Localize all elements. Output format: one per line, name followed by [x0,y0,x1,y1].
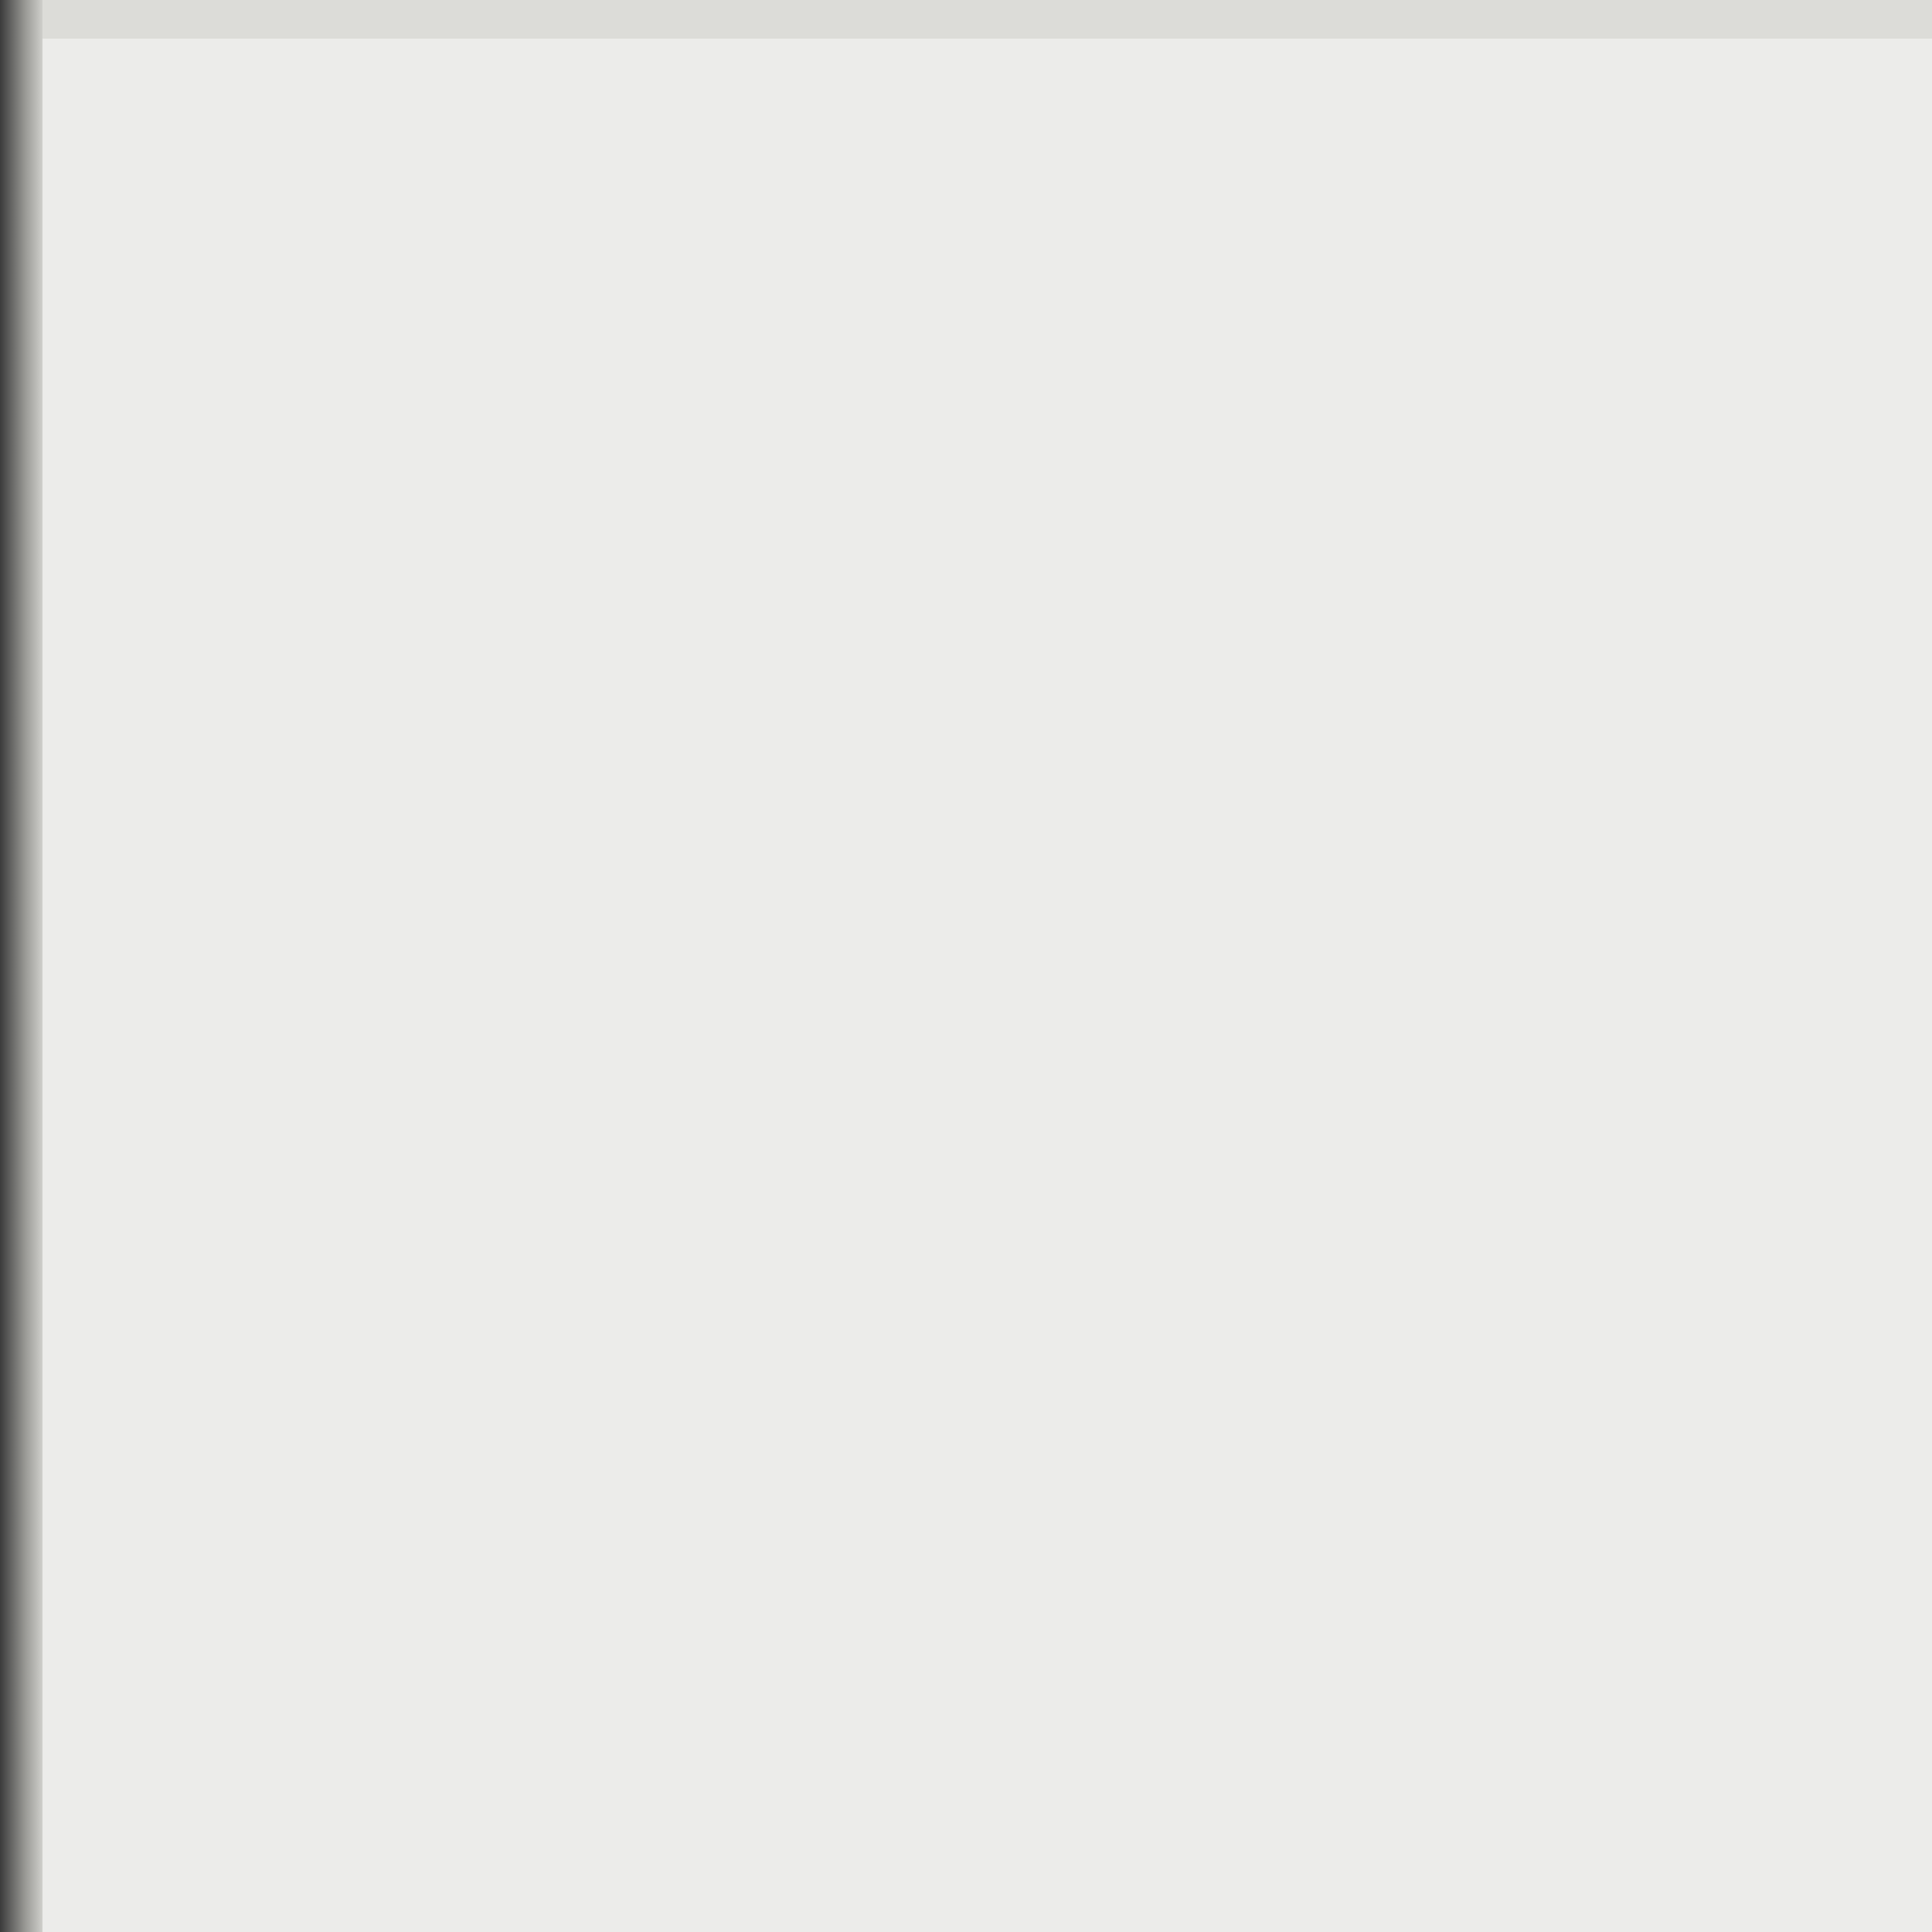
page-sheet [43,39,1932,1932]
book-spine [0,0,43,1932]
